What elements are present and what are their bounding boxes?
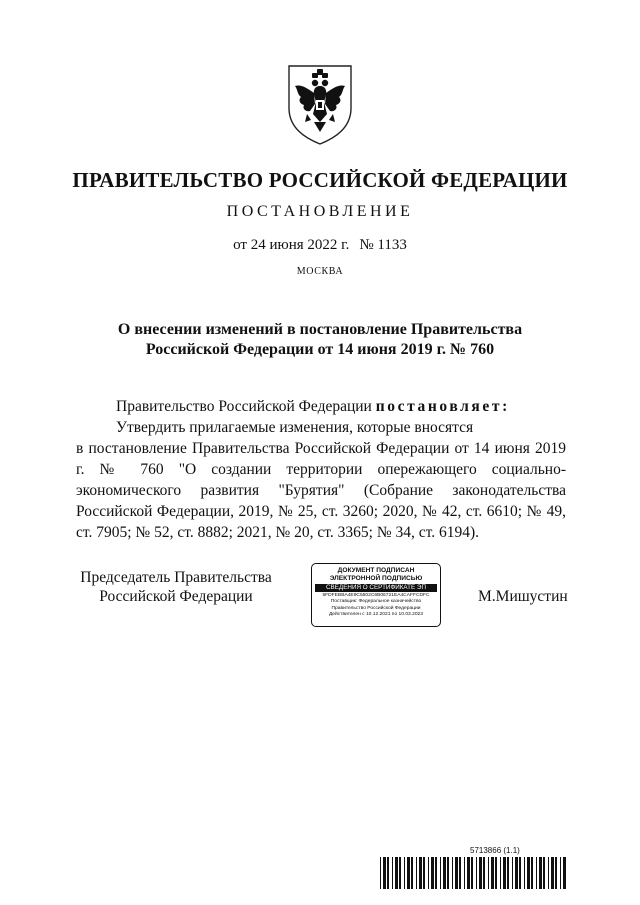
state-emblem-icon	[283, 62, 357, 146]
document-body	[76, 396, 566, 543]
stamp-line-2: ЭЛЕКТРОННОЙ ПОДПИСЬЮ	[329, 575, 423, 582]
organization-title: ПРАВИТЕЛЬСТВО РОССИЙСКОЙ ФЕДЕРАЦИИ	[72, 168, 568, 192]
subject-line-2: Российской Федерации от 14 июня 2019 г. № 760	[145, 341, 495, 358]
stamp-issuer: Поставщик: Федеральное казначейство	[330, 599, 422, 605]
body-intro-spaced: постановляет:	[375, 398, 510, 415]
document-type: ПОСТАНОВЛЕНИЕ	[226, 203, 414, 220]
stamp-validity: Действителен с 10.12.2021 по 10.03.2023	[329, 611, 423, 617]
document-subject	[60, 320, 580, 360]
document-date: от 24 июня 2022 г.	[233, 237, 350, 253]
subject-line-1: О внесении изменений в постановление Правительства	[117, 321, 523, 338]
document-city: МОСКВА	[296, 266, 344, 277]
signatory-position-line-2: Российской Федерации	[99, 588, 253, 605]
signatory-position-line-1: Председатель Правительства	[80, 569, 272, 586]
body-first-line: Утвердить прилагаемые изменения, которые вносятся	[116, 419, 474, 436]
signatory-position	[76, 568, 276, 606]
document-number: № 1133	[359, 237, 407, 253]
electronic-signature-stamp	[311, 563, 441, 627]
stamp-cert-header: СВЕДЕНИЯ О СЕРТИФИКАТЕ ЭП	[315, 584, 437, 592]
stamp-owner: Правительство Российской Федерации	[331, 605, 421, 611]
body-intro	[76, 396, 566, 417]
stamp-serial: 5FDFEBBA4E9C5502C6B06721EA4CAFFCDFC	[322, 593, 430, 598]
body-continuation: в постановление Правительства Российской Федерации от 14 июня 2019 г. № 760 "О создании территории опережающего социально-экономического развития "Бурятия" (Собрание законодательства Российской Федерации, 2019, № 25, ст. 3260; 2020, № 42, ст. 6610; № 49, ст. 7905; № 52, ст. 8882; 2021, № 20, ст. 3365; № 34, ст. 6194).	[76, 440, 566, 541]
signatory-name: М.Мишустин	[478, 588, 568, 605]
document-date-number	[0, 237, 640, 254]
document-ref-number: 5713866 (1.1)	[470, 846, 520, 855]
barcode-icon	[380, 857, 566, 889]
body-intro-text: Правительство Российской Федерации	[116, 398, 376, 415]
stamp-line-1: ДОКУМЕНТ ПОДПИСАН	[337, 567, 415, 574]
